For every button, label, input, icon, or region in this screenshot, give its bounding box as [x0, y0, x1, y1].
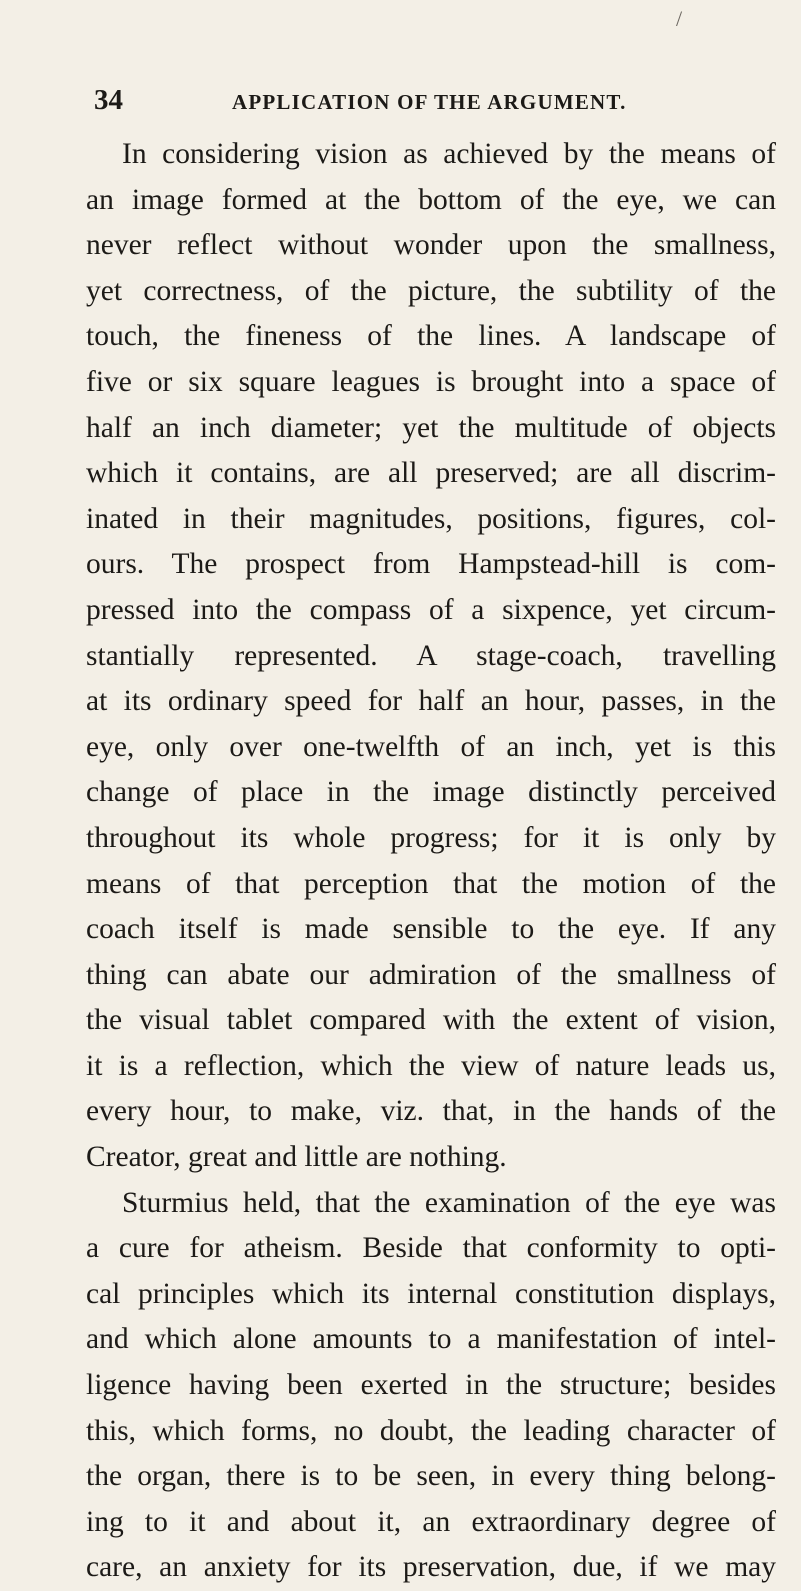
- stray-ink-mark: /: [676, 6, 683, 31]
- text-line: five or six square leagues is brought into a space of: [86, 365, 776, 398]
- text-line: In considering vision as achieved by the means of: [122, 138, 776, 170]
- text-line: the organ, there is to be seen, in every thing belong-: [86, 1460, 776, 1493]
- text-line: inated in their magnitudes, positions, figures, col-: [86, 502, 776, 535]
- text-line: touch, the fineness of the lines. A landscape of: [86, 320, 776, 353]
- body-text: [86, 132, 776, 1591]
- text-line: yet correctness, of the picture, the subtility of the: [86, 274, 776, 307]
- text-line: a cure for atheism. Beside that conformity to opti-: [86, 1232, 776, 1265]
- text-line: eye, only over one-twelfth of an inch, yet is this: [86, 730, 776, 763]
- text-line: care, an anxiety for its preservation, due, if we may: [86, 1551, 776, 1584]
- text-line: at its ordinary speed for half an hour, passes, in the: [86, 685, 776, 718]
- text-line: means of that perception that the motion of the: [86, 867, 776, 900]
- text-line: throughout its whole progress; for it is only by: [86, 821, 776, 854]
- text-line: ing to it and about it, an extraordinary degree of: [86, 1505, 776, 1538]
- text-line: which it contains, are all preserved; are all discrim-: [86, 457, 776, 490]
- page-number: 34: [94, 84, 123, 116]
- text-line: half an inch diameter; yet the multitude of objects: [86, 411, 776, 444]
- running-header: [94, 84, 654, 124]
- text-line: ours. The prospect from Hampstead-hill is com-: [86, 548, 776, 581]
- text-line: and which alone amounts to a manifestation of intel-: [86, 1323, 776, 1356]
- header-title: APPLICATION OF THE ARGUMENT.: [232, 90, 627, 114]
- text-line: stantially represented. A stage-coach, travelling: [86, 639, 776, 672]
- text-line: coach itself is made sensible to the eye. If any: [86, 913, 776, 946]
- text-line: ligence having been exerted in the structure; besides: [86, 1369, 776, 1402]
- text-line: pressed into the compass of a sixpence, yet circum-: [86, 593, 776, 626]
- text-line: every hour, to make, viz. that, in the hands of the: [86, 1095, 776, 1128]
- text-line: thing can abate our admiration of the smallness of: [86, 958, 776, 991]
- text-line: never reflect without wonder upon the smallness,: [86, 229, 776, 262]
- text-line: cal principles which its internal constitution displays,: [86, 1277, 776, 1310]
- text-line: change of place in the image distinctly perceived: [86, 776, 776, 809]
- text-line: an image formed at the bottom of the eye, we can: [86, 183, 776, 216]
- text-line: the visual tablet compared with the extent of vision,: [86, 1004, 776, 1037]
- text-line: Creator, great and little are nothing.: [86, 1141, 507, 1174]
- text-line: it is a reflection, which the view of nature leads us,: [86, 1049, 776, 1082]
- text-line: Sturmius held, that the examination of the eye was: [122, 1186, 776, 1219]
- text-line: this, which forms, no doubt, the leading character of: [86, 1414, 776, 1447]
